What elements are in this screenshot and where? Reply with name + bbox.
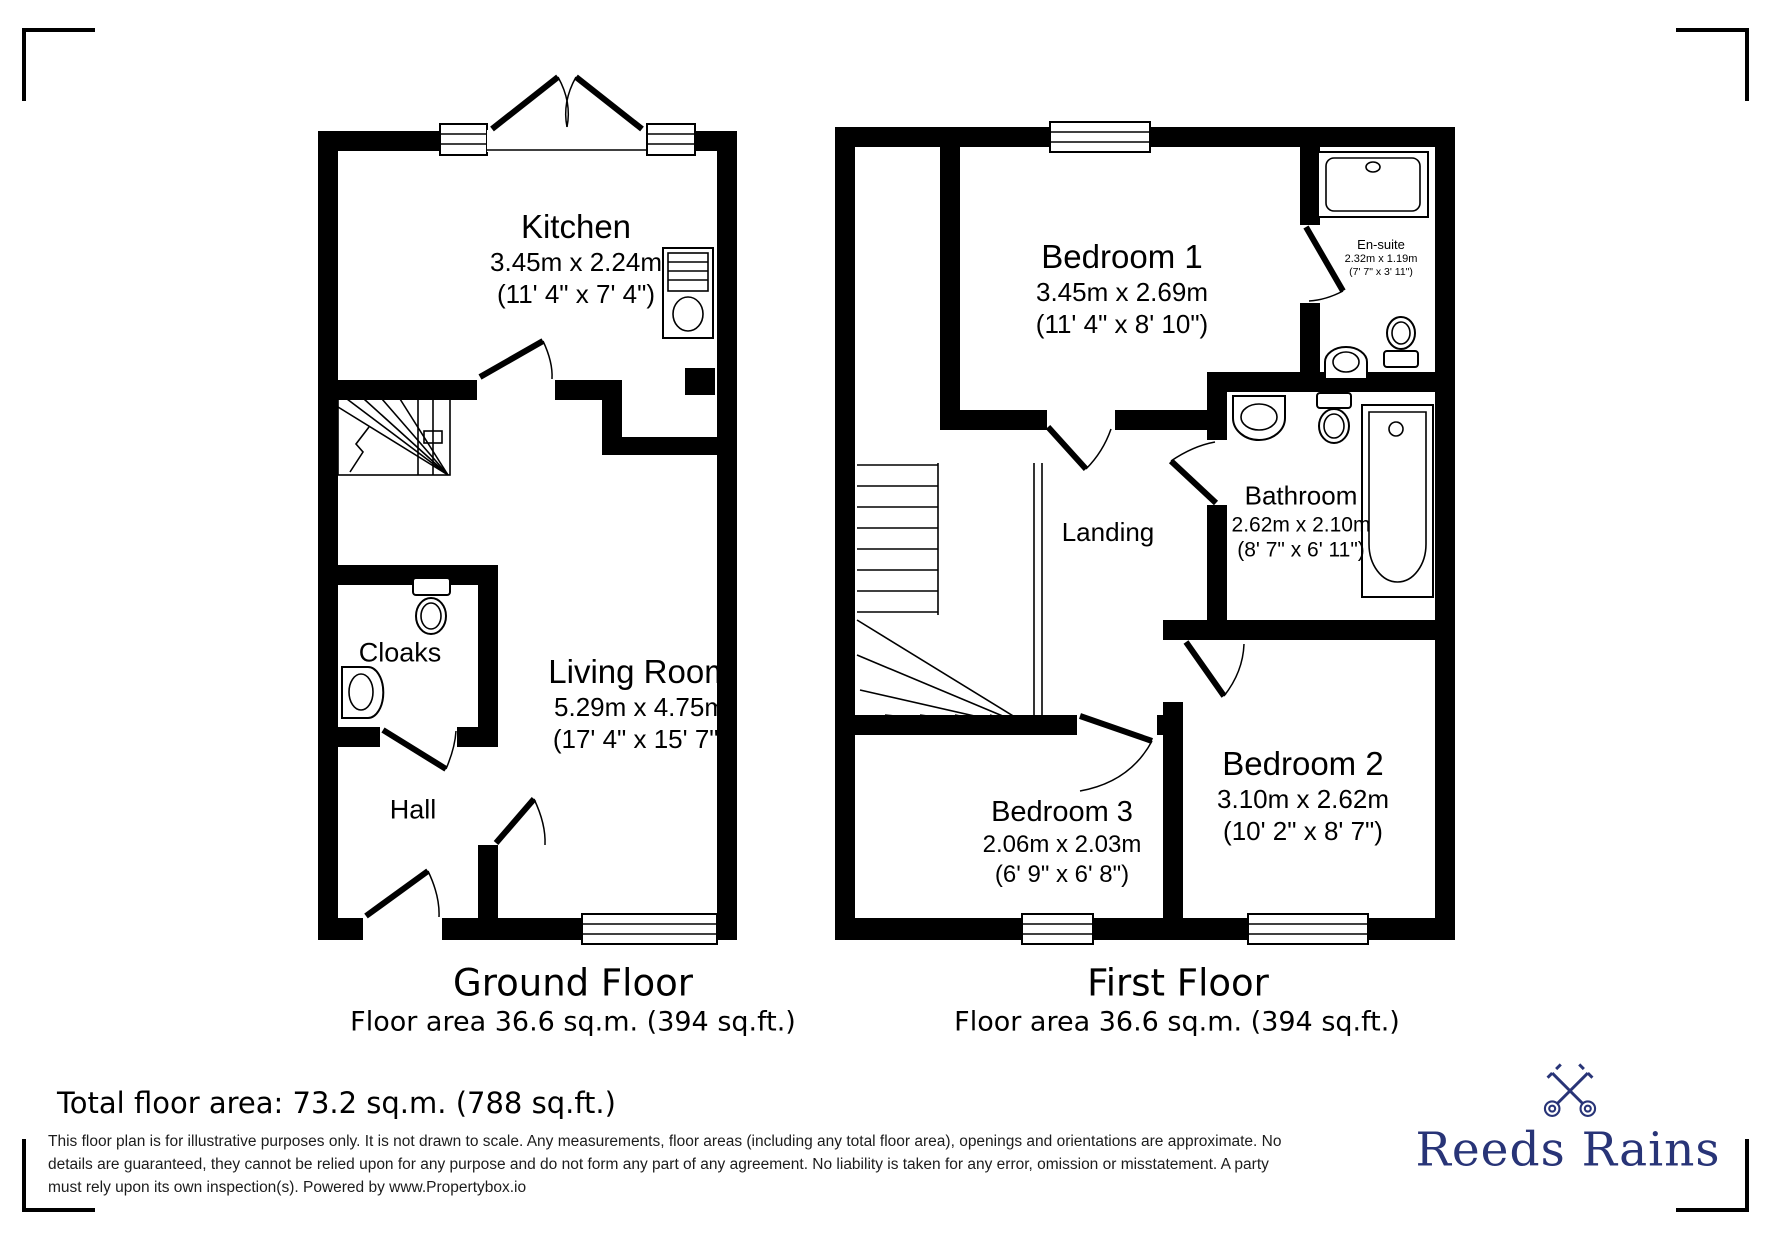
kitchen-door — [480, 341, 552, 379]
room-label-bedroom3 — [983, 795, 1142, 889]
room-name: Hall — [389, 794, 437, 825]
room-name: Bedroom 3 — [991, 796, 1133, 829]
first-floor-area: Floor area 36.6 sq.m. (394 sq.ft.) — [954, 1006, 1400, 1038]
room-name: Cloaks — [358, 637, 442, 668]
bedroom3-window — [1022, 914, 1093, 944]
room-size-imperial: (6' 9" x 6' 8") — [994, 860, 1130, 888]
room-label-kitchen — [490, 207, 662, 311]
bathroom-sink-icon — [1233, 396, 1285, 440]
patio-doors — [487, 77, 647, 152]
disclaimer-line-3: must rely upon its own inspection(s). Powered by www.Propertybox.io — [48, 1179, 527, 1196]
room-name: Living Room — [548, 653, 732, 691]
disclaimer-line-2: details are guaranteed, they cannot be relied upon for any purpose and do not form any part of any agreement. No liability is taken for any error, omission or misstatement. A party — [48, 1156, 1269, 1173]
bathtub-icon — [1362, 405, 1433, 597]
room-label-hall — [390, 794, 437, 827]
hall-living-door — [496, 799, 545, 845]
room-label-living-room — [548, 652, 731, 756]
bedroom2-door — [1186, 642, 1244, 696]
total-floor-area: Total floor area: 73.2 sq.m. (788 sq.ft.) — [57, 1086, 616, 1120]
room-label-bathroom — [1232, 481, 1371, 564]
kitchen-unit-icon — [663, 248, 713, 338]
shower-icon — [1318, 152, 1428, 217]
toilet-icon — [413, 578, 450, 634]
room-size-imperial: (17' 4" x 15' 7") — [552, 724, 728, 755]
bathroom-toilet-icon — [1317, 393, 1351, 443]
bedroom1-window — [1050, 122, 1150, 152]
room-size-metric: 3.45m x 2.69m — [1036, 277, 1208, 308]
room-label-bedroom2 — [1217, 744, 1389, 848]
room-name: Kitchen — [520, 208, 632, 246]
room-size-imperial: (7' 7" x 3' 11") — [1349, 265, 1413, 278]
kitchen-window-right — [647, 124, 695, 155]
room-name: En-suite — [1357, 237, 1405, 253]
ensuite-sink-icon — [1325, 347, 1367, 379]
room-size-imperial: (10' 2" x 8' 7") — [1223, 816, 1383, 847]
room-label-cloaks — [359, 637, 442, 670]
room-size-metric: 5.29m x 4.75m — [554, 692, 726, 723]
first-floor-staircase — [857, 463, 1042, 730]
room-size-metric: 2.32m x 1.19m — [1344, 253, 1418, 266]
bathroom-door — [1171, 442, 1216, 503]
room-name: Bathroom — [1244, 480, 1358, 511]
ground-floor-area: Floor area 36.6 sq.m. (394 sq.ft.) — [350, 1006, 796, 1038]
crossed-keys-icon — [1537, 1061, 1603, 1128]
ground-staircase — [338, 399, 450, 475]
sink-icon — [342, 667, 383, 718]
room-label-bedroom1 — [1036, 237, 1208, 341]
room-name: Bedroom 2 — [1222, 745, 1384, 783]
room-name: Landing — [1061, 517, 1155, 548]
corner-marks — [24, 30, 1747, 1210]
disclaimer-line-1: This floor plan is for illustrative purposes only. It is not drawn to scale. Any measurements, floor areas (including any total floor area), openings and orientations are approximate. No — [48, 1133, 1282, 1150]
front-door — [363, 871, 442, 941]
room-name: Bedroom 1 — [1041, 238, 1203, 276]
room-label-ensuite — [1345, 238, 1418, 278]
room-size-metric: 2.06m x 2.03m — [982, 831, 1142, 859]
brand-name: Reeds Rains — [1415, 1122, 1721, 1178]
room-size-metric: 3.10m x 2.62m — [1217, 784, 1389, 815]
room-label-landing — [1062, 517, 1155, 549]
first-floor-title: First Floor — [1087, 961, 1269, 1005]
bedroom1-door — [1048, 427, 1111, 469]
living-room-window — [582, 914, 717, 944]
room-size-metric: 2.62m x 2.10m — [1231, 513, 1371, 537]
room-size-imperial: (8' 7" x 6' 11") — [1237, 538, 1365, 562]
ensuite-toilet-icon — [1384, 317, 1418, 367]
room-size-imperial: (11' 4" x 7' 4") — [497, 279, 655, 310]
bedroom2-window — [1248, 914, 1368, 944]
bedroom3-door — [1080, 716, 1152, 791]
ensuite-door — [1306, 227, 1343, 301]
ground-floor-title: Ground Floor — [453, 961, 693, 1005]
room-size-imperial: (11' 4" x 8' 10") — [1035, 309, 1209, 340]
kitchen-window-left — [440, 124, 487, 155]
room-size-metric: 3.45m x 2.24m — [490, 247, 662, 278]
cloaks-door — [383, 730, 456, 769]
